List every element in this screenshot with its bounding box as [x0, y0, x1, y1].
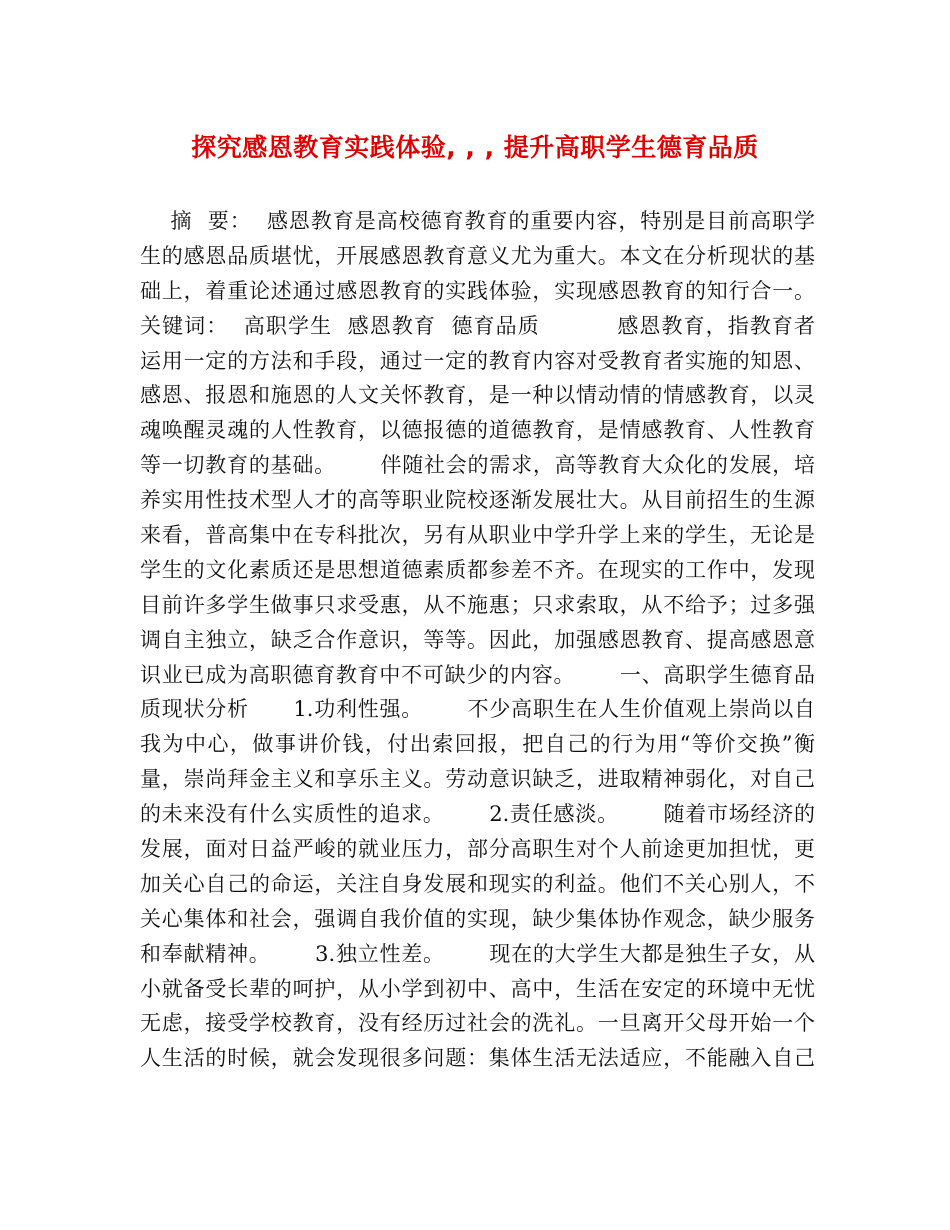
- body-line: 加关心自己的命运，关注自身发展和现实的利益。他们不关心别人，不: [140, 871, 815, 896]
- body-line: 来看，普高集中在专科批次，另有从职业中学升学上来的学生，无论是: [140, 523, 815, 548]
- body-line: 关心集体和社会，强调自我价值的实现，缺少集体协作观念，缺少服务: [140, 906, 815, 931]
- document-body: [140, 204, 815, 1076]
- document-title: 探究感恩教育实践体验, , , 提升高职学生德育品质: [191, 133, 759, 162]
- body-line: 识业已成为高职德育教育中不可缺少的内容。 一、高职学生德育品: [140, 662, 815, 687]
- body-line: 生的感恩品质堪忧，开展感恩教育意义尤为重大。本文在分析现状的基: [140, 243, 815, 268]
- body-line: 关键词： 高职学生 感恩教育 德育品质 感恩教育，指教育者: [140, 313, 815, 338]
- body-line: 量，崇尚拜金主义和享乐主义。劳动意识缺乏，进取精神弱化，对自己: [140, 767, 815, 792]
- body-line: 魂唤醒灵魂的人性教育，以德报德的道德教育，是情感教育、人性教育: [140, 418, 815, 443]
- body-line: 运用一定的方法和手段，通过一定的教育内容对受教育者实施的知恩、: [140, 348, 815, 373]
- body-line: 发展，面对日益严峻的就业压力，部分高职生对个人前途更加担忧，更: [140, 837, 815, 862]
- body-line: 摘 要： 感恩教育是高校德育教育的重要内容，特别是目前高职学: [140, 209, 815, 233]
- body-line: 养实用性技术型人才的高等职业院校逐渐发展壮大。从目前招生的生源: [140, 488, 815, 513]
- body-line: 感恩、报恩和施恩的人文关怀教育，是一种以情动情的情感教育，以灵: [140, 383, 815, 408]
- body-line: 的未来没有什么实质性的追求。 2.责任感淡。 随着市场经济的: [140, 802, 815, 827]
- body-line: 等一切教育的基础。 伴随社会的需求，高等教育大众化的发展，培: [140, 453, 815, 478]
- body-line: 础上，着重论述通过感恩教育的实践体验，实现感恩教育的知行合一。: [140, 278, 815, 303]
- body-line: 目前许多学生做事只求受惠，从不施惠；只求索取，从不给予；过多强: [140, 592, 815, 617]
- body-line: 无虑，接受学校教育，没有经历过社会的洗礼。一旦离开父母开始一个: [140, 1011, 815, 1036]
- body-line: 质现状分析 1.功利性强。 不少高职生在人生价值观上崇尚以自: [140, 697, 815, 722]
- body-line: 学生的文化素质还是思想道德素质都参差不齐。在现实的工作中，发现: [140, 557, 815, 582]
- body-line: 我为中心，做事讲价钱，付出索回报，把自己的行为用“等价交换”衡: [140, 732, 815, 757]
- body-line: 人生活的时候，就会发现很多问题：集体生活无法适应，不能融入自己: [140, 1046, 815, 1071]
- body-line: 和奉献精神。 3.独立性差。 现在的大学生大都是独生子女，从: [140, 941, 815, 966]
- body-line: 调自主独立，缺乏合作意识，等等。因此，加强感恩教育、提高感恩意: [140, 627, 815, 652]
- body-line: 小就备受长辈的呵护，从小学到初中、高中，生活在安定的环境中无忧: [140, 976, 815, 1001]
